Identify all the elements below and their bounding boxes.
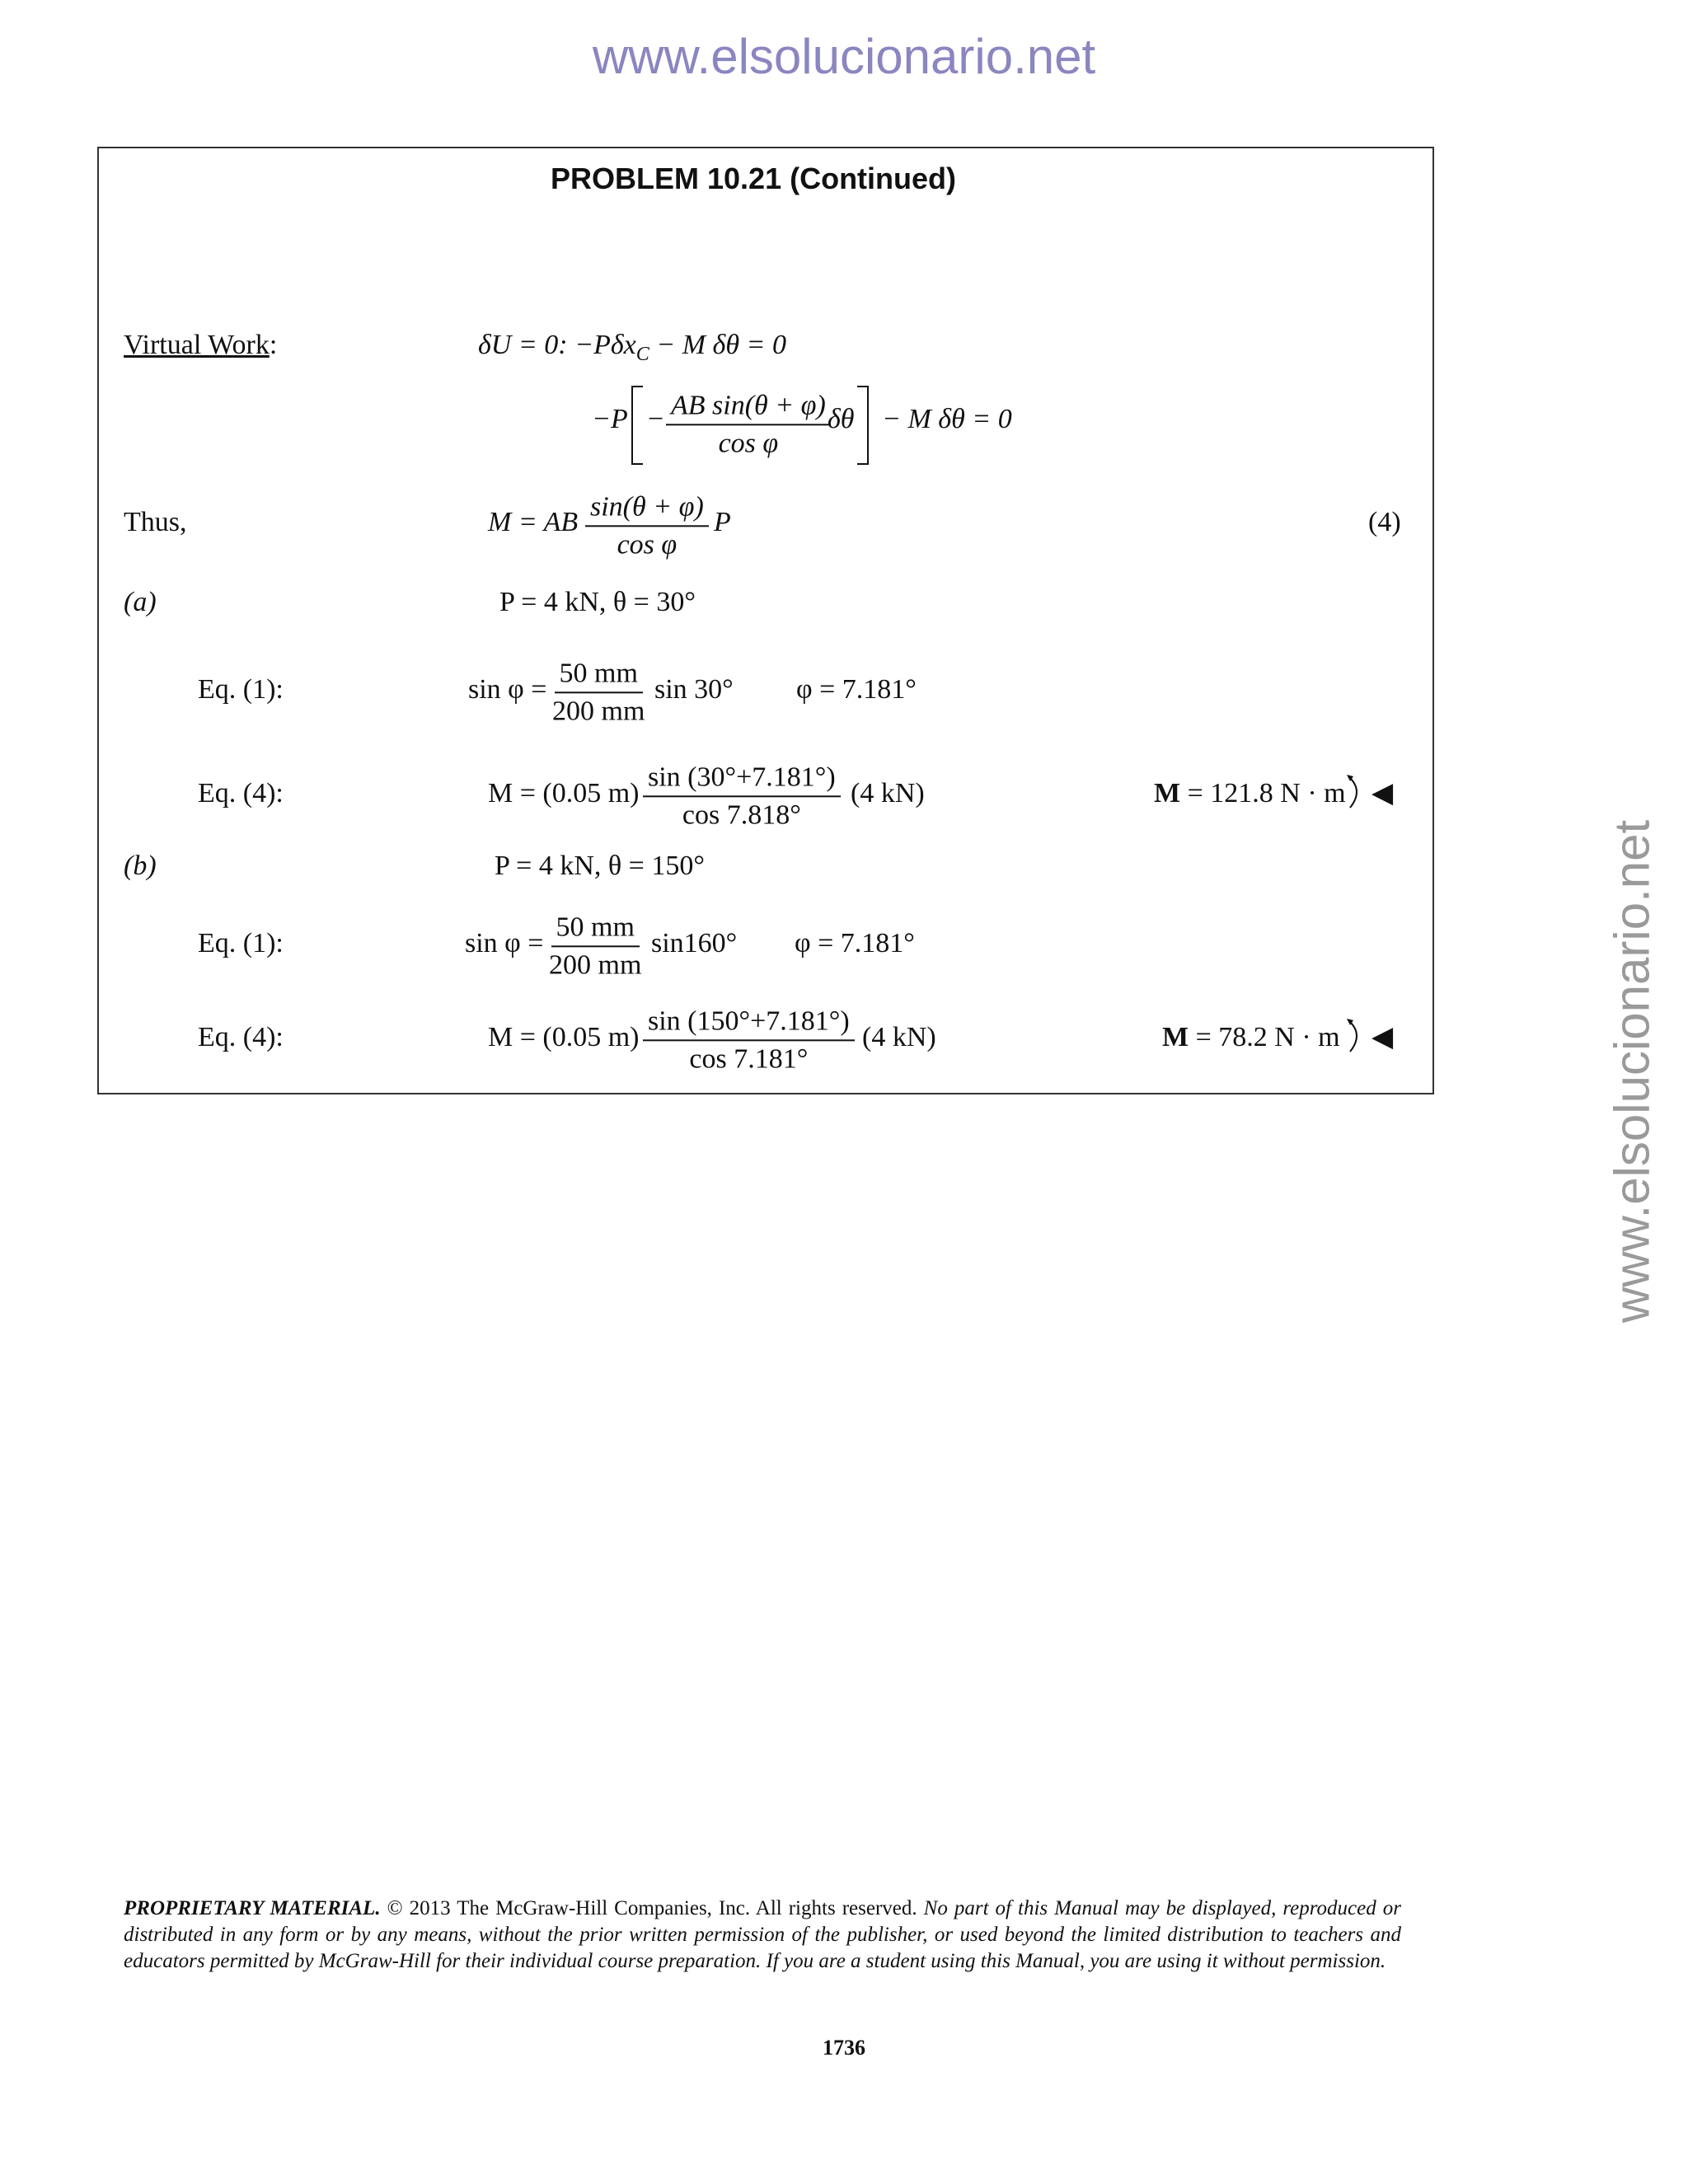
solution-frame [97, 147, 1434, 1094]
part-b-eq4-fraction: $\frac{\sin (150^\circ+7.181^\circ)}{\cos 7.181^\circ}$ [643, 1006, 855, 1073]
vw-expanded-tail: − M δθ = 0 [882, 404, 1012, 434]
virtual-work-equation: δU = 0: −Pδx$_C$ − M δθ = 0 [478, 330, 786, 365]
vw-expanded-fraction: $\frac{\text{AB sin(θ + φ)}}{\text{cos φ}}$ [666, 391, 831, 457]
part-a-answer-marker: ◀ [1372, 778, 1394, 808]
proprietary-notice: PROPRIETARY MATERIAL. © 2013 The McGraw-Hill Companies, Inc. All rights reserved. No part of this Manual may be displayed, reproduced or distributed in any form or by any means, without the prior written permission of the publisher, or used beyond the limited distribution to teachers and educators permitted by McGraw-Hill for their individual course preparation. If you are a student using this Manual, you are using it without permission. [124, 1897, 1401, 1972]
vw-dtheta: δθ [828, 404, 855, 434]
part-b-phi-result: φ = 7.181° [795, 928, 915, 958]
watermark-side: www.elsolucionario.net [1604, 819, 1660, 1324]
part-b-eq1-rhs: sin160° [651, 928, 738, 958]
part-a-eq4-label: Eq. (4): [198, 778, 284, 808]
virtual-work-heading: Virtual Work: [124, 330, 278, 360]
part-b-given: P = 4 kN, θ = 150° [495, 851, 705, 881]
part-b-eq4-label: Eq. (4): [198, 1022, 284, 1052]
moment-direction-icon [1345, 1015, 1367, 1057]
part-b-eq4-lhs: M = (0.05 m) [488, 1022, 640, 1052]
thus-lhs: M = AB [488, 507, 579, 537]
part-b-eq1-fraction: $\frac{50 mm}{200 mm}$ [549, 912, 642, 980]
equation-number-4: (4) [1368, 507, 1401, 537]
part-b-label: (b) [124, 851, 157, 881]
part-b-eq1-lhs: sin φ = [465, 928, 544, 958]
part-a-label: (a) [124, 587, 157, 617]
part-a-eq1-rhs: sin 30° [654, 674, 734, 705]
watermark-top: www.elsolucionario.net [592, 29, 1096, 84]
thus-fraction: $\frac{\sin(\theta + \varphi)}{\text{cos φ}}$ [585, 492, 709, 559]
part-b-eq4-rhs: (4 kN) [862, 1022, 936, 1052]
part-a-eq1-lhs: sin φ = [468, 674, 547, 705]
vw-expanded-prefix: −P [592, 404, 628, 434]
part-a-eq1-label: Eq. (1): [198, 674, 284, 705]
part-a-eq4-lhs: M = (0.05 m) [488, 778, 640, 808]
part-a-phi-result: φ = 7.181° [796, 674, 917, 705]
part-b-answer-marker: ◀ [1372, 1022, 1394, 1052]
part-a-eq4-rhs: (4 kN) [851, 778, 925, 808]
moment-direction-icon [1345, 771, 1367, 813]
left-bracket [631, 386, 643, 465]
part-a-eq1-fraction: $\frac{50 mm}{200 mm}$ [552, 658, 645, 726]
thus-rhs: P [714, 507, 731, 537]
part-b-answer: M = 78.2 N · m [1162, 1022, 1340, 1052]
thus-label: Thus, [124, 507, 187, 537]
vw-expanded-minus: − [648, 404, 664, 434]
part-a-answer: M = 121.8 N · m [1154, 778, 1346, 808]
right-bracket [857, 386, 869, 465]
part-a-given: P = 4 kN, θ = 30° [499, 587, 696, 617]
problem-title: PROBLEM 10.21 (Continued) [551, 162, 957, 195]
page-number: 1736 [823, 2036, 865, 2060]
part-a-eq4-fraction: $\frac{\sin (30^\circ+7.181^\circ)}{\cos 7.818^\circ}$ [643, 762, 841, 829]
part-b-eq1-label: Eq. (1): [198, 928, 284, 958]
